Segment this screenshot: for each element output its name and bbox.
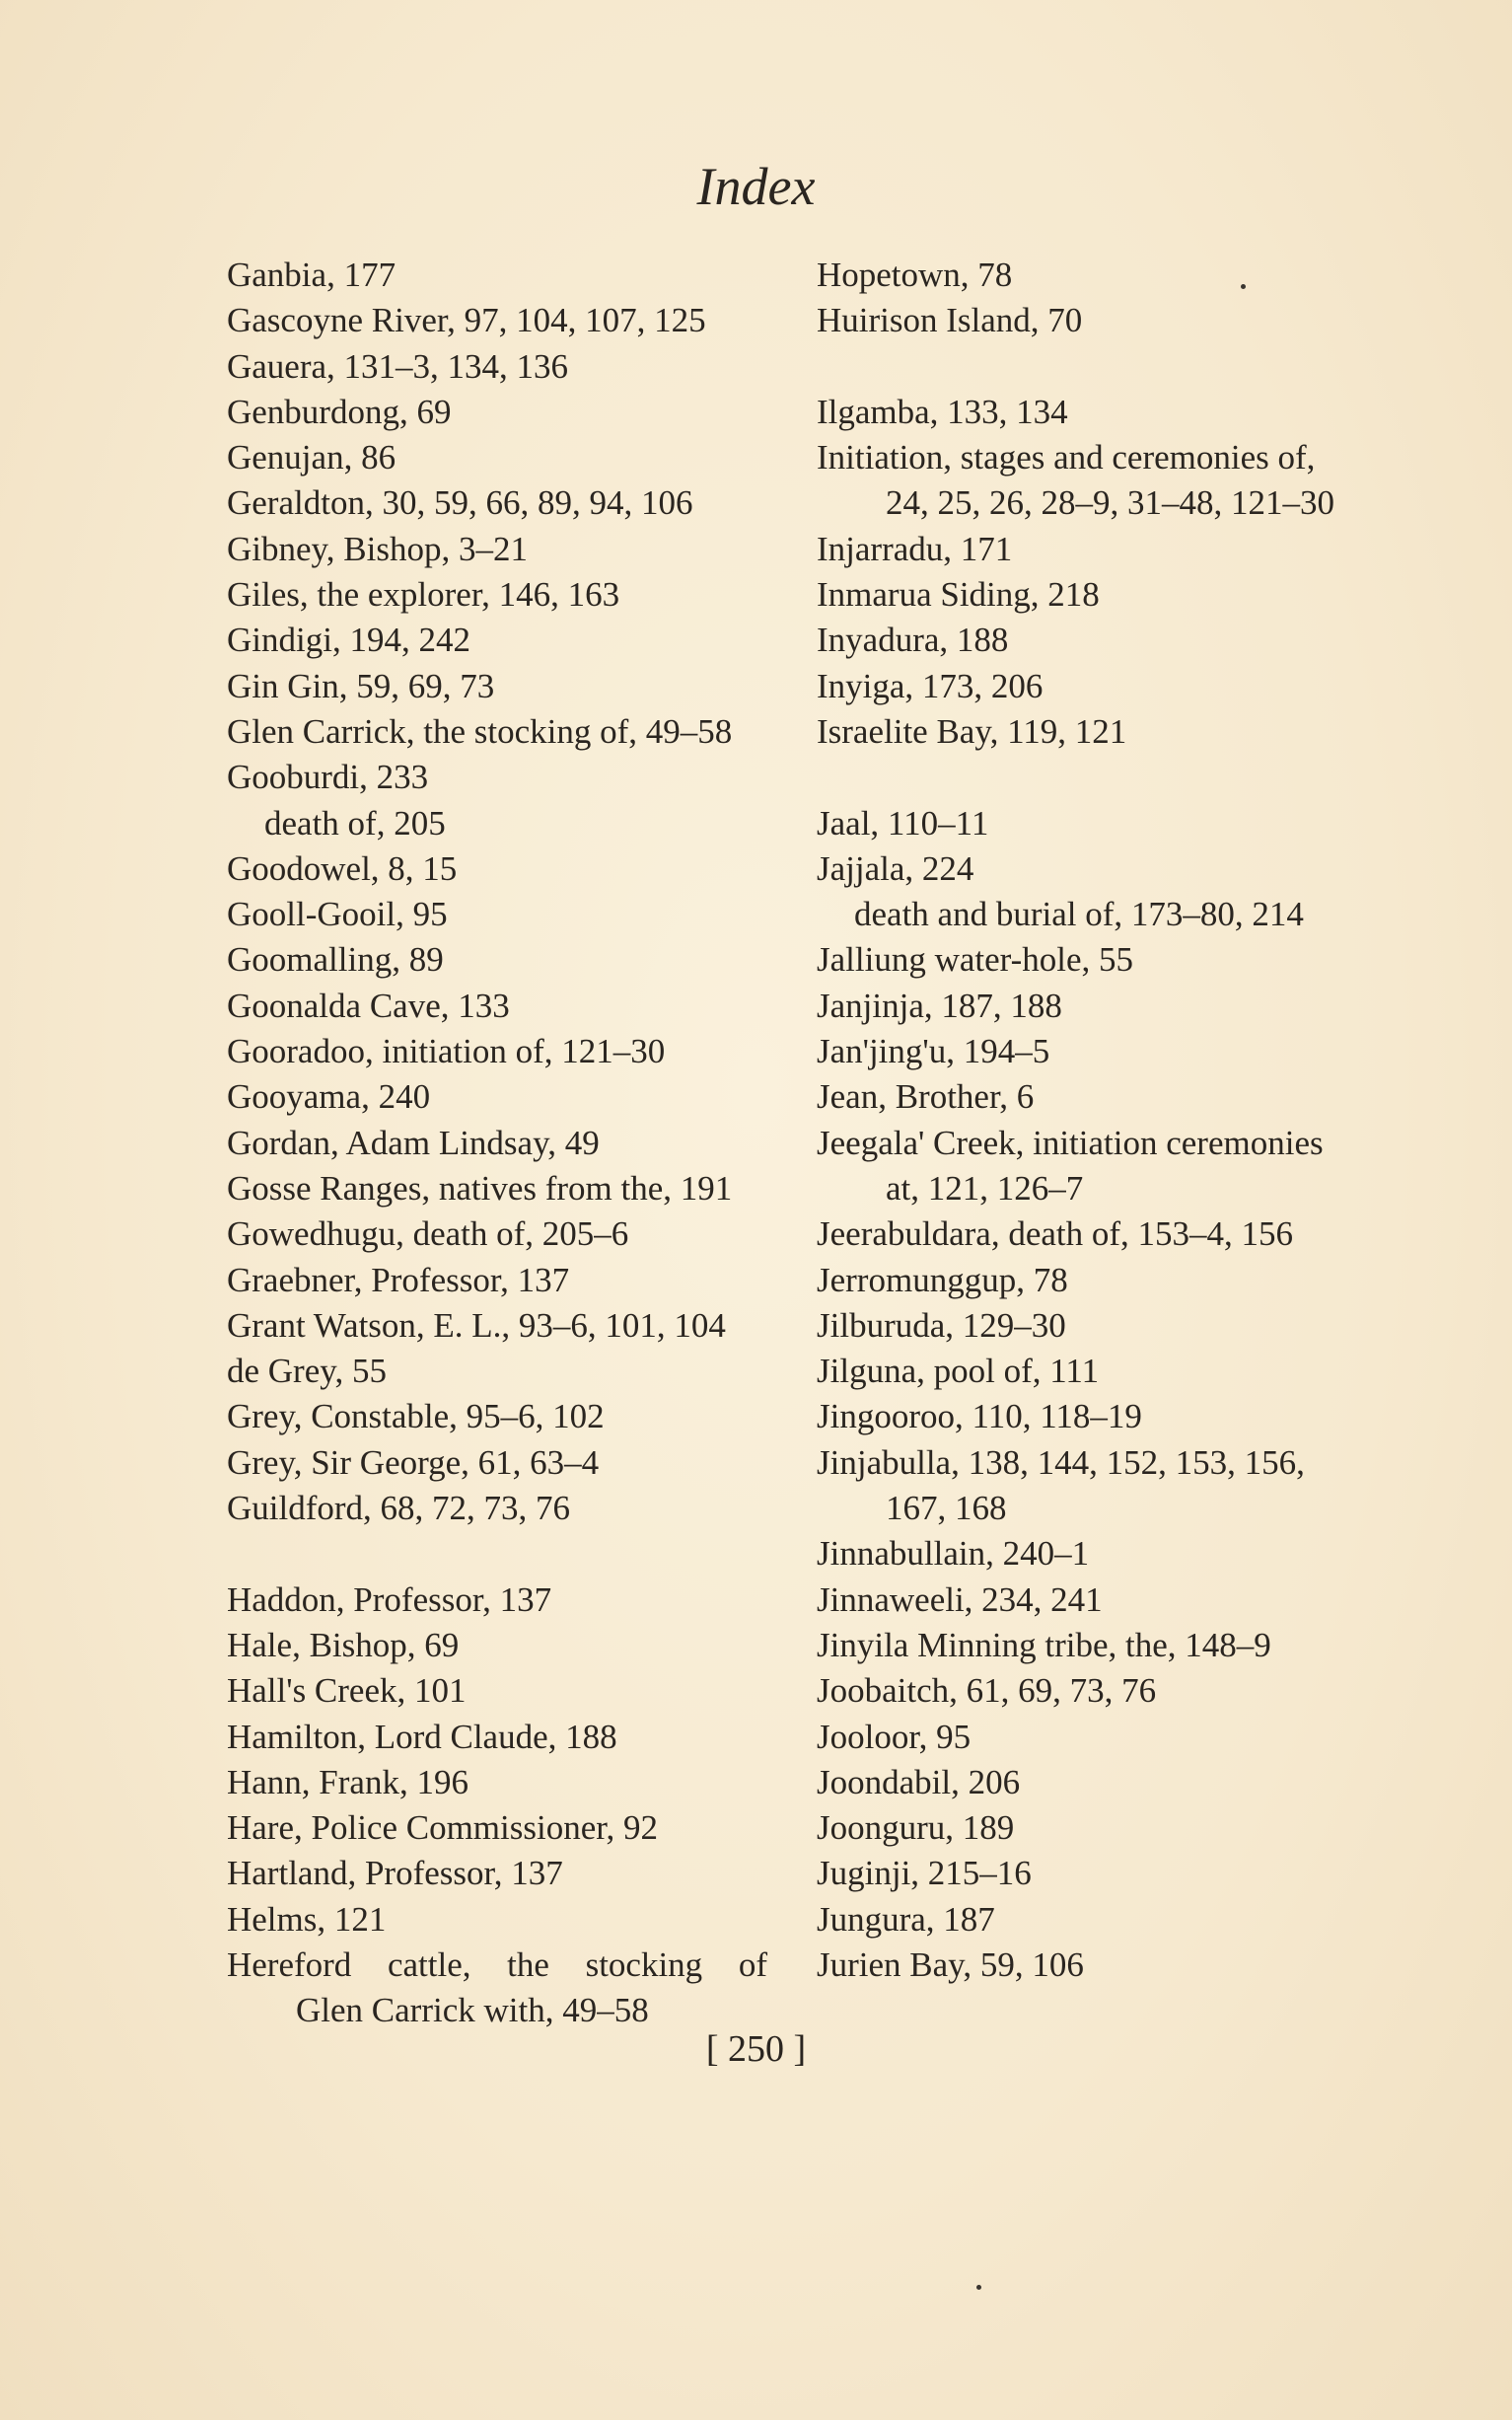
index-entry: Jeerabuldara, death of, 153–4, 156 — [817, 1214, 1294, 1254]
index-entry: Joondabil, 206 — [817, 1762, 1021, 1801]
index-entry: Jilburuda, 129–30 — [817, 1305, 1066, 1345]
index-entry: Giles, the explorer, 146, 163 — [227, 575, 620, 615]
index-column-left — [227, 253, 779, 2034]
index-entry: Injarradu, 171 — [817, 529, 1013, 568]
index-subentry: 167, 168 — [886, 1489, 1007, 1528]
index-entry: Grey, Sir George, 61, 63–4 — [227, 1442, 600, 1482]
index-entry: Goodowel, 8, 15 — [227, 848, 458, 888]
index-entry: Jingooroo, 110, 118–19 — [817, 1397, 1142, 1436]
index-entry: Gooll-Gooil, 95 — [227, 895, 448, 934]
section-gap — [817, 344, 1369, 390]
index-entry: Gascoyne River, 97, 104, 107, 125 — [227, 301, 706, 340]
index-entry: Jajjala, 224 — [817, 848, 974, 888]
index-entry: Helms, 121 — [227, 1899, 387, 1939]
index-entry: Hall's Creek, 101 — [227, 1671, 467, 1711]
index-entry: Hereford cattle, the stocking of — [227, 1944, 767, 1984]
index-entry: Goonalda Cave, 133 — [227, 986, 510, 1025]
index-entry: Jerromunggup, 78 — [817, 1260, 1068, 1299]
index-entry: de Grey, 55 — [227, 1352, 387, 1391]
index-entry: Geraldton, 30, 59, 66, 89, 94, 106 — [227, 483, 693, 523]
index-entry: Hare, Police Commissioner, 92 — [227, 1808, 659, 1848]
index-entry: Gooburdi, 233 — [227, 758, 429, 797]
index-entry: Huirison Island, 70 — [817, 301, 1083, 340]
index-entry: Ganbia, 177 — [227, 256, 396, 294]
section-gap — [817, 755, 1369, 800]
index-entry: Glen Carrick, the stocking of, 49–58 — [227, 711, 733, 751]
index-entry: Gosse Ranges, natives from the, 191 — [227, 1168, 733, 1208]
index-entry: Jinjabulla, 138, 144, 152, 153, 156, — [817, 1442, 1305, 1482]
page-title: Index — [696, 157, 816, 216]
index-entry: Israelite Bay, 119, 121 — [817, 711, 1127, 751]
index-entry: Grant Watson, E. L., 93–6, 101, 104 — [227, 1305, 726, 1345]
index-entry: Jurien Bay, 59, 106 — [817, 1944, 1084, 1984]
index-entry: Goomalling, 89 — [227, 940, 444, 980]
index-subentry: death of, 205 — [264, 803, 446, 843]
index-entry: Hann, Frank, 196 — [227, 1762, 468, 1801]
index-entry: Hartland, Professor, 137 — [227, 1854, 563, 1893]
index-column-right — [817, 253, 1369, 1988]
index-entry: Genujan, 86 — [227, 438, 396, 477]
index-entry: Guildford, 68, 72, 73, 76 — [227, 1489, 571, 1528]
index-subentry: at, 121, 126–7 — [886, 1168, 1084, 1208]
index-entry: Inmarua Siding, 218 — [817, 575, 1100, 615]
index-entry: Hopetown, 78 — [817, 256, 1013, 294]
index-entry: Jooloor, 95 — [817, 1717, 972, 1756]
index-entry: Hamilton, Lord Claude, 188 — [227, 1717, 617, 1756]
index-entry: Gindigi, 194, 242 — [227, 621, 470, 660]
index-entry: Gooradoo, initiation of, 121–30 — [227, 1032, 666, 1071]
index-entry: Gibney, Bishop, 3–21 — [227, 529, 528, 568]
index-entry: Gin Gin, 59, 69, 73 — [227, 666, 495, 705]
index-entry: Hale, Bishop, 69 — [227, 1625, 460, 1664]
index-entry: Jalliung water-hole, 55 — [817, 940, 1134, 980]
index-entry: Jilguna, pool of, 111 — [817, 1352, 1100, 1391]
index-subentry: Glen Carrick with, 49–58 — [296, 1991, 649, 2030]
index-entry: Jean, Brother, 6 — [817, 1077, 1035, 1117]
page-number: [ 250 ] — [705, 2028, 807, 2070]
index-entry: Inyadura, 188 — [817, 621, 1009, 660]
index-entry: Genburdong, 69 — [227, 392, 452, 431]
index-entry: Jinyila Minning tribe, the, 148–9 — [817, 1625, 1271, 1664]
index-entry: Graebner, Professor, 137 — [227, 1260, 570, 1299]
index-entry: Gooyama, 240 — [227, 1077, 431, 1117]
index-entry: Jeegala' Creek, initiation ceremonies — [817, 1123, 1324, 1162]
index-entry: Initiation, stages and ceremonies of, — [817, 438, 1316, 477]
section-gap — [227, 1531, 779, 1577]
speck-mark — [1241, 284, 1246, 289]
index-entry: Janjinja, 187, 188 — [817, 986, 1062, 1025]
index-entry: Gowedhugu, death of, 205–6 — [227, 1214, 629, 1254]
index-entry: Joobaitch, 61, 69, 73, 76 — [817, 1671, 1157, 1711]
index-entry: Grey, Constable, 95–6, 102 — [227, 1397, 605, 1436]
index-entry: Joonguru, 189 — [817, 1808, 1015, 1848]
index-entry: Jan'jing'u, 194–5 — [817, 1032, 1050, 1071]
index-entry: Jinnabullain, 240–1 — [817, 1534, 1090, 1574]
index-entry: Haddon, Professor, 137 — [227, 1579, 552, 1619]
index-entry: Gordan, Adam Lindsay, 49 — [227, 1123, 600, 1162]
index-subentry: 24, 25, 26, 28–9, 31–48, 121–30 — [886, 483, 1334, 523]
index-entry: Gauera, 131–3, 134, 136 — [227, 346, 569, 386]
index-entry: Jaal, 110–11 — [817, 803, 989, 843]
index-entry: Jungura, 187 — [817, 1899, 995, 1939]
index-entry: Inyiga, 173, 206 — [817, 666, 1044, 705]
index-subentry: death and burial of, 173–80, 214 — [854, 895, 1304, 934]
index-entry: Ilgamba, 133, 134 — [817, 392, 1068, 431]
speck-mark — [976, 2285, 981, 2290]
index-entry: Juginji, 215–16 — [817, 1854, 1032, 1893]
index-entry: Jinnaweeli, 234, 241 — [817, 1579, 1103, 1619]
